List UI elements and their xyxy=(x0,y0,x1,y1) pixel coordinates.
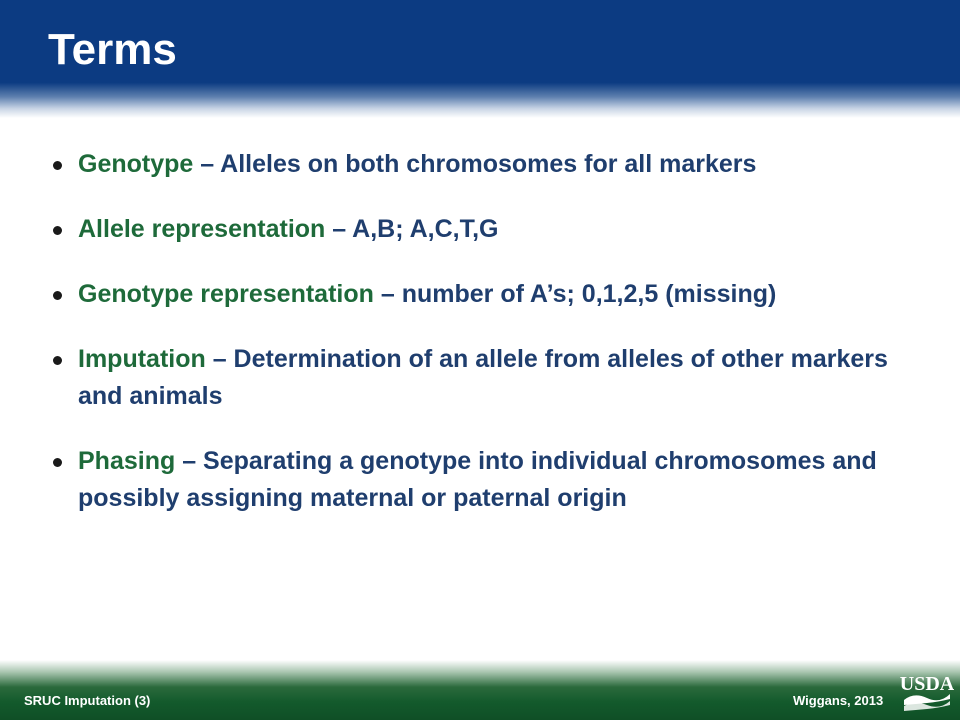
bullet-item-allele-representation xyxy=(50,211,910,248)
bullet-definition: – A,B; A,C,T,G xyxy=(325,215,499,243)
slide-title: Terms xyxy=(48,25,177,74)
bullet-definition: – Separating a genotype into individual chromosomes and possibly assigning maternal or paternal origin xyxy=(78,447,877,512)
usda-logo-icon xyxy=(900,670,954,714)
bullet-term: Genotype xyxy=(78,150,194,178)
footer-author-year: Wiggans, 2013 xyxy=(793,693,884,708)
bullet-definition: – number of A’s; 0,1,2,5 (missing) xyxy=(373,280,777,308)
bullet-term: Phasing xyxy=(78,447,176,475)
bullet-term: Imputation xyxy=(78,345,206,373)
bullet-dot-icon xyxy=(53,356,62,365)
bullet-dot-icon xyxy=(53,226,62,235)
bullet-definition: – Determination of an allele from alleles of other markers and animals xyxy=(78,345,888,410)
bullet-dot-icon xyxy=(53,161,62,170)
bullet-definition: – Alleles on both chromosomes for all markers xyxy=(193,150,757,178)
bullet-item-phasing xyxy=(50,443,910,517)
bullet-item-genotype-representation xyxy=(50,276,910,313)
usda-logo-text: USDA xyxy=(900,673,954,695)
bullet-item-imputation xyxy=(50,341,910,415)
slide-header xyxy=(0,0,960,118)
bullet-term: Allele representation xyxy=(78,215,326,243)
footer-presentation-label: SRUC Imputation (3) xyxy=(24,693,151,708)
bullet-list xyxy=(50,146,910,545)
bullet-dot-icon xyxy=(53,291,62,300)
bullet-dot-icon xyxy=(53,458,62,467)
slide-footer xyxy=(0,660,960,720)
bullet-item-genotype xyxy=(50,146,910,183)
bullet-term: Genotype representation xyxy=(78,280,374,308)
